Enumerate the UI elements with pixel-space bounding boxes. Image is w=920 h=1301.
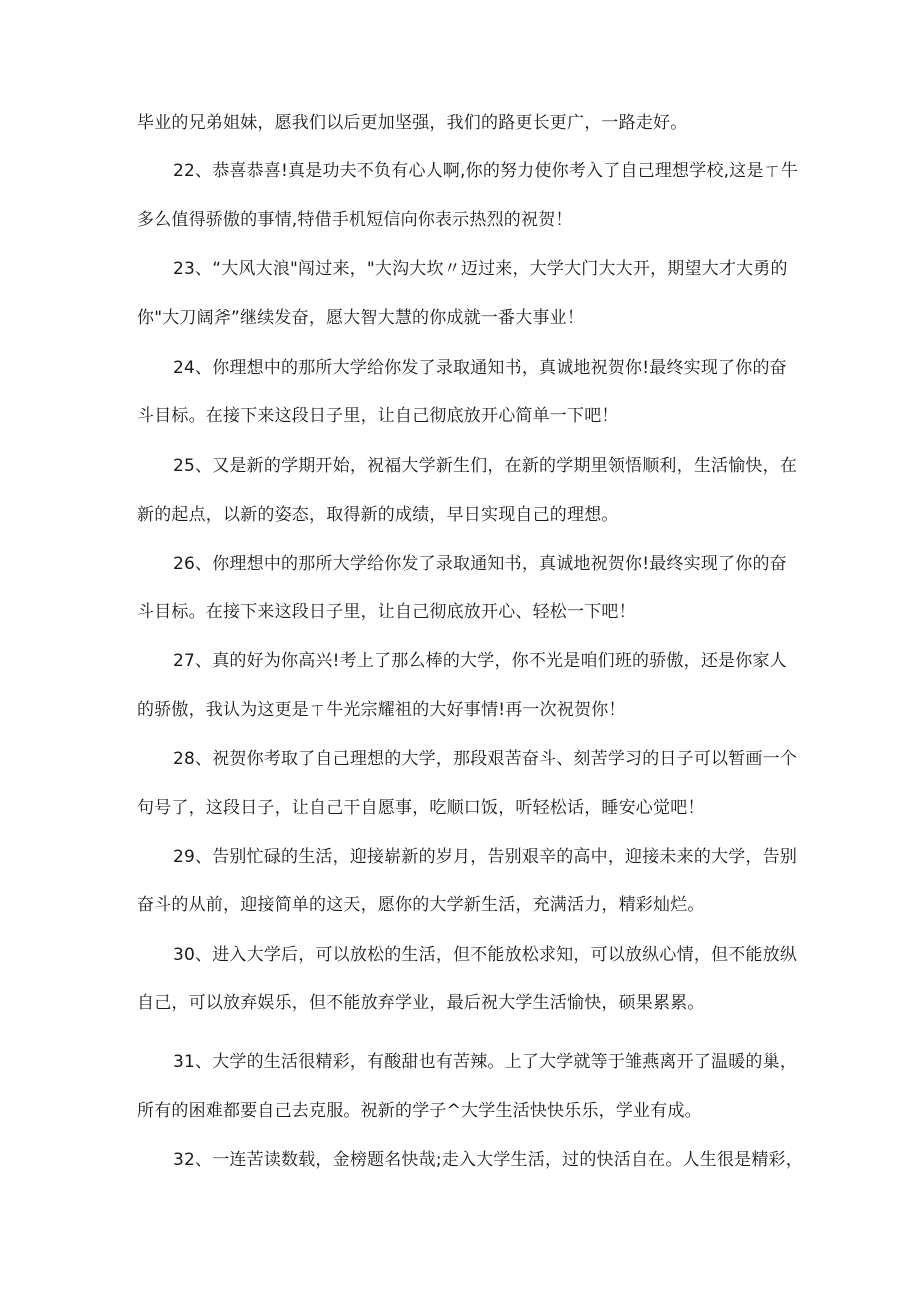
text-line: 毕业的兄弟姐妹，愿我们以后更加坚强，我们的路更长更广，一路走好。 — [137, 113, 688, 133]
text-line: 32、一连苦读数载，金榜题名快哉;走入大学生活，过的快活自在。人生很是精彩， — [173, 1150, 803, 1170]
text-line: 23、“大风大浪"闯过来，"大沟大坎〃迈过来，大学大门大大开，期望大才大勇的 — [173, 259, 788, 279]
text-line: 29、告别忙碌的生活，迎接崭新的岁月，告别艰辛的高中，迎接未来的大学，告别 — [173, 847, 798, 867]
text-line: 所有的困难都要自己去克服。祝新的学子^大学生活快快乐乐，学业有成。 — [137, 1101, 702, 1121]
text-line: 的骄傲，我认为这更是ㄒ牛光宗耀祖的大好事情!再一次祝贺你！ — [137, 700, 626, 720]
text-line: 你"大刀阔斧”继续发奋，愿大智大慧的你成就一番大事业！ — [137, 308, 585, 328]
text-line: 自己，可以放弃娱乐，但不能放弃学业，最后祝大学生活愉快，硕果累累。 — [137, 993, 705, 1013]
text-line: 句号了，这段日子，让自己干自愿事，吃顺口饭，听轻松话，睡安心觉吧！ — [137, 798, 705, 818]
text-line: 22、恭喜恭喜!真是功夫不负有心人啊,你的努力使你考入了自己理想学校,这是ㄒ牛 — [173, 161, 799, 181]
text-line: 新的起点，以新的姿态，取得新的成绩，早日实现自己的理想。 — [137, 505, 619, 525]
text-line: 斗目标。在接下来这段日子里，让自己彻底放开心简单一下吧！ — [137, 406, 619, 426]
text-line: 31、大学的生活很精彩，有酸甜也有苦辣。上了大学就等于雏燕离开了温暖的巢， — [173, 1052, 798, 1072]
text-line: 斗目标。在接下来这段日子里，让自己彻底放开心、轻松一下吧！ — [137, 602, 636, 622]
text-line: 28、祝贺你考取了自己理想的大学，那段艰苦奋斗、刻苦学习的日子可以暂画一个 — [173, 749, 798, 769]
text-line: 30、进入大学后，可以放松的生活，但不能放松求知，可以放纵心情，但不能放纵 — [173, 945, 798, 965]
text-line: 25、又是新的学期开始，祝福大学新生们，在新的学期里领悟顺利，生活愉快，在 — [173, 456, 798, 476]
text-line: 多么值得骄傲的事情,特借手机短信向你表示热烈的祝贺！ — [137, 210, 573, 230]
text-line: 24、你理想中的那所大学给你发了录取通知书，真诚地祝贺你!最终实现了你的奋 — [173, 358, 787, 378]
text-line: 26、你理想中的那所大学给你发了录取通知书，真诚地祝贺你!最终实现了你的奋 — [173, 554, 787, 574]
text-line: 奋斗的从前，迎接简单的这天，愿你的大学新生活，充满活力，精彩灿烂。 — [137, 895, 705, 915]
text-line: 27、真的好为你高兴!考上了那么棒的大学，你不光是咱们班的骄傲，还是你家人 — [173, 651, 787, 671]
